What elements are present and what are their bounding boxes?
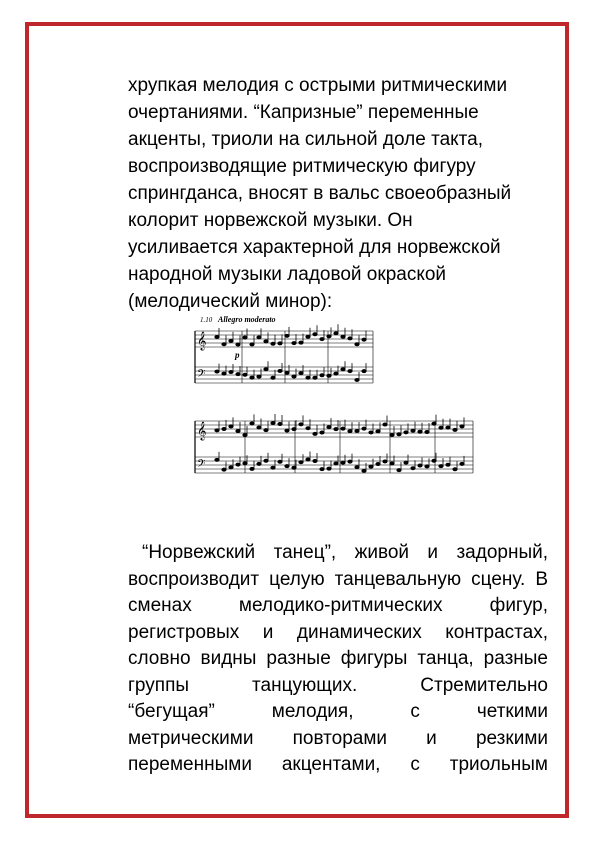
note-head	[320, 337, 324, 340]
note-head	[383, 460, 387, 463]
note-head	[355, 466, 359, 469]
note-head	[355, 378, 359, 381]
note-head	[264, 459, 268, 462]
note-head	[362, 338, 366, 341]
note-head	[362, 427, 366, 430]
note-head	[306, 458, 310, 461]
dynamic-marking: p	[235, 350, 240, 360]
note-head	[285, 429, 289, 432]
text-line: народной музыки ладовой окраской	[128, 264, 447, 285]
note-head	[285, 371, 289, 374]
treble-clef: 𝄞	[197, 421, 207, 440]
note-head	[348, 369, 352, 372]
note-head	[243, 336, 247, 339]
note-head	[390, 433, 394, 436]
note-head	[460, 425, 464, 428]
note-head	[313, 432, 317, 435]
text-line: хрупкая мелодия с острыми ритмическими	[128, 75, 508, 96]
note-head	[264, 368, 268, 371]
note-head	[453, 428, 457, 431]
note-head	[327, 425, 331, 428]
note-head	[257, 462, 261, 465]
text-line: переменными акцентами, с триольным	[128, 754, 548, 775]
note-head	[215, 370, 219, 373]
note-head	[250, 343, 254, 346]
note-head	[257, 426, 261, 429]
note-head	[285, 465, 289, 468]
note-head	[453, 468, 457, 471]
text-line: “Норвежский танец”, живой и задорный,	[142, 542, 548, 563]
note-head	[404, 431, 408, 434]
note-head	[306, 427, 310, 430]
note-head	[348, 430, 352, 433]
note-head	[299, 461, 303, 464]
note-head	[397, 469, 401, 472]
note-head	[278, 342, 282, 345]
bass-clef: 𝄢	[197, 368, 206, 383]
text-line: метрическими повторами и резкими	[128, 727, 548, 749]
note-head	[334, 462, 338, 465]
note-head	[327, 467, 331, 470]
note-head	[334, 428, 338, 431]
note-head	[355, 429, 359, 432]
note-head	[278, 369, 282, 372]
notes	[197, 324, 464, 473]
note-head	[278, 460, 282, 463]
note-head	[264, 429, 268, 432]
note-head	[439, 426, 443, 429]
note-head	[362, 370, 366, 373]
note-head	[299, 372, 303, 375]
note-head	[306, 376, 310, 379]
text-line: “бегущая” мелодия, с четкими	[128, 701, 548, 722]
note-head	[229, 466, 233, 469]
note-head	[243, 373, 247, 376]
note-head	[355, 343, 359, 346]
text-line: акценты, триоли на сильной доле такта,	[128, 129, 484, 150]
text-line: сменах мелодико-ритмических фигур,	[128, 595, 548, 616]
note-head	[257, 375, 261, 378]
note-head	[229, 339, 233, 342]
note-head	[222, 343, 226, 346]
note-head	[327, 374, 331, 377]
note-head	[341, 335, 345, 338]
note-head	[243, 433, 247, 436]
text-line: усиливается характерной для норвежской	[128, 237, 501, 258]
note-head	[460, 462, 464, 465]
note-head	[215, 458, 219, 461]
note-head	[292, 341, 296, 344]
text-line: спрингданса, вносят в вальс своеобразный	[128, 183, 512, 204]
note-head	[320, 374, 324, 377]
note-head	[432, 459, 436, 462]
note-head	[341, 368, 345, 371]
note-head	[292, 466, 296, 469]
note-head	[299, 423, 303, 426]
note-head	[439, 465, 443, 468]
note-head	[404, 461, 408, 464]
note-head	[369, 431, 373, 434]
note-head	[341, 427, 345, 430]
note-head	[362, 469, 366, 472]
note-head	[334, 332, 338, 335]
note-head	[215, 429, 219, 432]
note-head	[292, 428, 296, 431]
note-head	[348, 337, 352, 340]
note-head	[271, 376, 275, 379]
paragraph-bottom	[128, 540, 548, 779]
note-head	[369, 465, 373, 468]
text-line: очертаниями. “Капризные” переменные	[128, 102, 479, 123]
note-head	[390, 462, 394, 465]
note-head	[285, 334, 289, 337]
note-head	[236, 463, 240, 466]
note-head	[271, 466, 275, 469]
text-line: (мелодический минор):	[128, 291, 333, 312]
note-head	[250, 467, 254, 470]
note-head	[222, 468, 226, 471]
note-head	[320, 431, 324, 434]
note-head	[236, 373, 240, 376]
note-head	[313, 376, 317, 379]
note-head	[327, 335, 331, 338]
note-head	[306, 335, 310, 338]
note-head	[229, 370, 233, 373]
note-head	[222, 372, 226, 375]
note-head	[397, 433, 401, 436]
note-head	[320, 468, 324, 471]
tempo-marking: Allegro moderato	[218, 315, 276, 324]
treble-clef: 𝄞	[197, 331, 207, 350]
note-head	[418, 430, 422, 433]
text-line: регистровых и динамических контрастах,	[128, 621, 548, 643]
note-head	[432, 422, 436, 425]
example-number: 1.10	[200, 316, 213, 324]
note-head	[446, 463, 450, 466]
note-head	[425, 430, 429, 433]
note-head	[236, 429, 240, 432]
note-head	[418, 464, 422, 467]
note-head	[250, 422, 254, 425]
note-head	[229, 425, 233, 428]
note-head	[341, 461, 345, 464]
paragraph-top	[128, 72, 548, 315]
note-head	[348, 460, 352, 463]
bass-clef: 𝄢	[197, 458, 206, 473]
note-head	[271, 421, 275, 424]
note-head	[313, 459, 317, 462]
note-head	[250, 376, 254, 379]
note-head	[292, 375, 296, 378]
note-head	[376, 462, 380, 465]
note-head	[243, 462, 247, 465]
text-line: воспроизводит целую танцевальную сцену. В	[128, 568, 548, 590]
note-head	[271, 342, 275, 345]
note-head	[215, 335, 219, 338]
note-head	[411, 429, 415, 432]
text-line: воспроизводящие ритмическую фигуру	[128, 156, 476, 177]
note-head	[446, 426, 450, 429]
text-line: группы танцующих. Стремительно	[128, 674, 548, 696]
note-head	[236, 343, 240, 346]
note-head	[222, 427, 226, 430]
text-line: колорит норвежской музыки. Он	[128, 210, 413, 231]
note-head	[313, 333, 317, 336]
text-line: словно видны разные фигуры танца, разные	[128, 648, 548, 669]
note-head	[411, 467, 415, 470]
note-head	[383, 423, 387, 426]
note-head	[425, 465, 429, 468]
note-head	[264, 340, 268, 343]
note-head	[334, 372, 338, 375]
note-head	[299, 341, 303, 344]
note-head	[278, 422, 282, 425]
note-head	[257, 336, 261, 339]
note-head	[376, 430, 380, 433]
music-score-image	[190, 313, 475, 483]
